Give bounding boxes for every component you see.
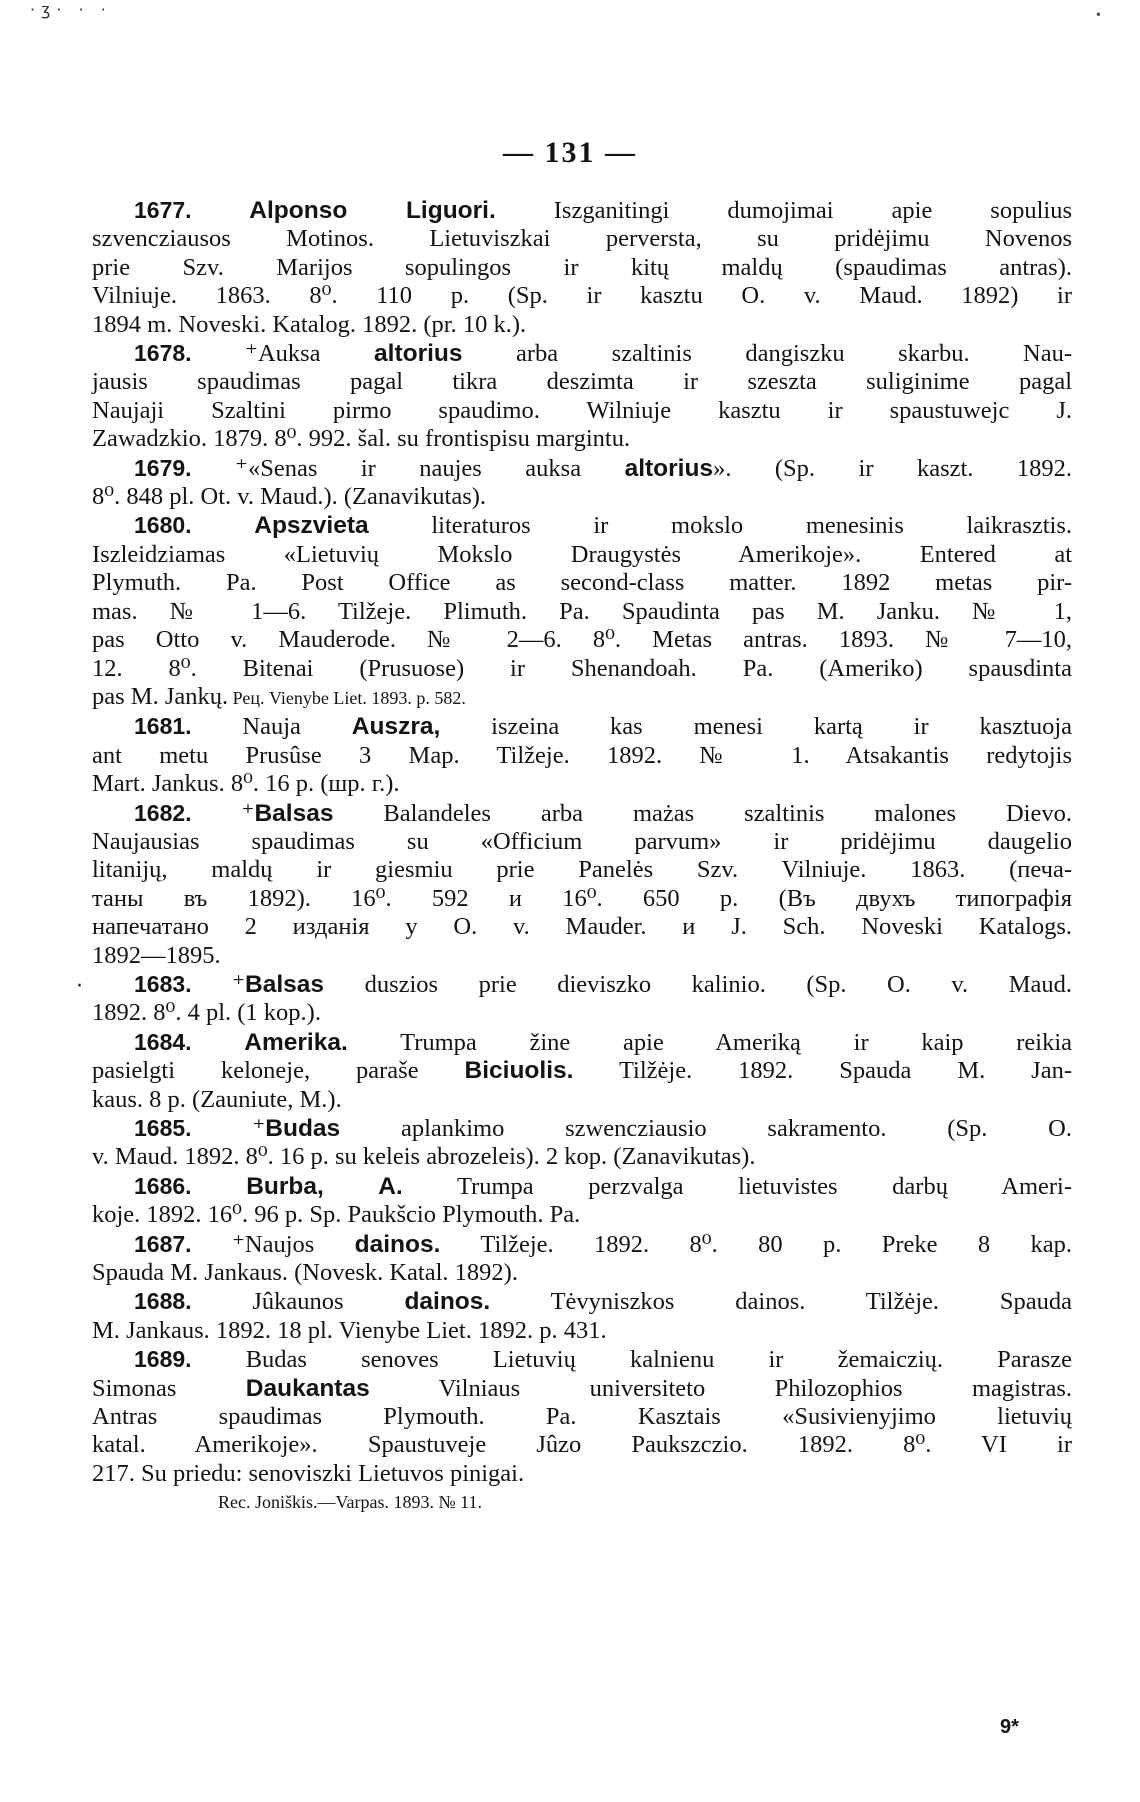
entry-line	[92, 1345, 1072, 1374]
entry-line	[92, 225, 1072, 253]
entry-number: 1682.	[134, 799, 192, 826]
entry-keyword: dainos.	[354, 1230, 441, 1258]
entry-text: ⁺	[191, 1115, 266, 1142]
entry-text: Iszganitingi dumojimai apie sopulius	[495, 197, 1072, 224]
entry-text: Tilžeje. 1892. 8⁰. 80 p. Preke 8 kap.	[440, 1230, 1072, 1258]
entry	[92, 1287, 1072, 1345]
entry-text: v. Maud. 1892. 8⁰. 16 p. su keleis abrozeleis). 2 kop. (Zanavikutas).	[92, 1143, 756, 1171]
entry	[92, 454, 1072, 512]
entry-text: ⁺	[191, 970, 246, 998]
entry-line	[92, 368, 1072, 396]
entry-keyword: Amerika.	[244, 1028, 348, 1056]
entry-text: litanijų, maldų ir giesmiu prie Panelės Szv. Vilniuje. 1863. (печа-	[92, 856, 1072, 884]
entry-keyword: Burba, A.	[246, 1172, 403, 1200]
entry-number: 1688.	[134, 1288, 192, 1315]
entry-line	[92, 742, 1072, 770]
entry-line	[92, 856, 1072, 884]
entry-text: ⁺Naujos	[191, 1230, 355, 1258]
entry	[92, 196, 1072, 339]
entry-keyword: altorius	[374, 340, 463, 368]
entry-keyword: Balsas	[254, 799, 334, 827]
entry-line	[92, 397, 1072, 425]
entry-text: pasielgti keloneje, paraše	[92, 1057, 465, 1085]
entry-keyword: Apszvieta	[254, 512, 369, 540]
entry-number: 1680.	[134, 512, 192, 539]
entry-text: 1894 m. Noveski. Katalog. 1892. (pr. 10 k.).	[92, 310, 527, 338]
entry-line	[92, 1460, 1072, 1488]
entry	[92, 1230, 1072, 1288]
entry-line	[92, 511, 1072, 540]
entry-text: Naujaji Szaltini pirmo spaudimo. Wilniuje kasztu ir spaustuwejc J.	[92, 396, 1072, 424]
entry-keyword: dainos.	[404, 1288, 491, 1316]
entry-text: 8⁰. 848 pl. Ot. v. Maud.). (Zanavikutas).	[92, 483, 487, 511]
entry-text: Naujausias spaudimas su «Officium parvum» ir pridėjimu daugelio	[92, 827, 1072, 855]
entry-text: Balandeles arba mażas szaltinis malones Dievo.	[333, 799, 1072, 827]
entry-text: Budas senoves Lietuvių kalnienu ir žemaiczių. Parasze	[191, 1346, 1072, 1374]
entry-text: Iszleidziamas «Lietuvių Mokslo Draugystės Amerikoje». Entered at	[92, 540, 1072, 568]
entry-line	[92, 1114, 1072, 1143]
entry-line	[92, 885, 1072, 913]
entry-line	[92, 626, 1072, 654]
entry-text: duszios prie dieviszko kalinio. (Sp. O. v. Maud.	[324, 970, 1072, 998]
entry-text: Mart. Jankus. 8⁰. 16 p. (шр. г.).	[92, 770, 400, 798]
entry-line	[92, 454, 1072, 483]
entry-text: pas Otto v. Mauderode. № 2—6. 8⁰. Metas antras. 1893. № 7—10,	[92, 626, 1072, 654]
entry-text: 1892. 8⁰. 4 pl. (1 kop.).	[92, 999, 321, 1027]
entry-line	[92, 970, 1072, 999]
entry-text: aplankimo szwencziausio sakramento. (Sp. O.	[340, 1115, 1073, 1142]
entry-text: katal. Amerikoje». Spaustuveje Jûzo Paukszczio. 1892. 8⁰. VI ir	[92, 1431, 1072, 1459]
entry-line	[92, 1317, 1072, 1345]
entry-line	[92, 598, 1072, 626]
entry-text: Jûkaunos	[191, 1288, 405, 1316]
entry-line	[92, 196, 1072, 225]
entry-text: ant metu Prusûse 3 Map. Tilžeje. 1892. № 1. Atsakantis redytojis	[92, 741, 1072, 769]
page-number: — 131 —	[503, 136, 637, 169]
entry-text: Plymuth. Pa. Post Office as second-class matter. 1892 metas pir-	[92, 569, 1072, 597]
entry-keyword: Daukantas	[245, 1374, 370, 1402]
entry-line	[92, 770, 1072, 798]
entry-line	[92, 1230, 1072, 1259]
entry-text: ». (Sp. ir kaszt. 1892.	[713, 454, 1072, 482]
entry-text: Zawadzkio. 1879. 8⁰. 992. šal. su frontispisu margintu.	[92, 425, 631, 453]
entry-text: mas. № 1—6. Tilžeje. Plimuth. Pa. Spaudinta pas M. Janku. № 1,	[92, 597, 1072, 625]
entry-text: prie Szv. Marijos sopulingos ir kitų maldų (spaudimas antras).	[92, 253, 1072, 281]
entry-line	[92, 1287, 1072, 1316]
entry-number: 1678.	[134, 340, 192, 367]
entry-keyword: Balsas	[245, 970, 325, 998]
entry-line	[92, 1403, 1072, 1431]
entry-keyword: Biciuolis.	[464, 1057, 574, 1085]
entry-text: 12. 8⁰. Bitenai (Prusuose) ir Shenandoah. Pa. (Ameriko) spausdinta	[92, 654, 1072, 682]
entry-line	[92, 254, 1072, 282]
entry-text: Vilniuje. 1863. 8⁰. 110 p. (Sp. ir kasztu O. v. Maud. 1892) ir	[92, 282, 1072, 310]
entry-keyword: Budas	[265, 1115, 341, 1142]
entry-line	[92, 339, 1072, 368]
entry-line	[92, 913, 1072, 941]
entry-line	[92, 569, 1072, 597]
entry-line	[92, 942, 1072, 970]
entry	[92, 1028, 1072, 1114]
entry-text: Trumpa žine apie Ameriką ir kaip reikia	[347, 1028, 1072, 1056]
entry-number: 1685.	[134, 1115, 192, 1141]
entry-text: pas M. Jankų.	[92, 682, 229, 710]
entry-line	[92, 1086, 1072, 1114]
entry-text	[192, 1173, 247, 1200]
entry-text: iszeina kas menesi kartą ir kasztuoja	[440, 713, 1073, 741]
review-note: Рец. Vienybe Liet. 1893. p. 582.	[228, 687, 466, 708]
entry-text: Spauda M. Jankaus. (Novesk. Katal. 1892).	[92, 1259, 518, 1287]
entry	[92, 712, 1072, 798]
printer-signature: 9*	[1000, 1716, 1019, 1738]
entry-line	[92, 1057, 1072, 1085]
entry-line	[92, 828, 1072, 856]
entry-text: arba szaltinis dangiszku skarbu. Nau-	[462, 340, 1072, 368]
entry-text: Tėvyniszkos dainos. Tilžėje. Spauda	[490, 1288, 1072, 1316]
entry-line	[92, 1431, 1072, 1459]
entry	[92, 339, 1072, 454]
entry-line	[92, 712, 1072, 741]
entry-line	[92, 1201, 1072, 1229]
entry-line	[92, 799, 1072, 828]
entry-number: 1681.	[134, 713, 192, 740]
entry-number: 1689.	[134, 1346, 192, 1373]
entry-number: 1683.	[134, 970, 192, 997]
entry-text: koje. 1892. 16⁰. 96 p. Sp. Paukšcio Plymouth. Pa.	[92, 1201, 581, 1229]
entry-text: kaus. 8 p. (Zauniute, M.).	[92, 1085, 342, 1113]
entry-text: jausis spaudimas pagal tikra deszimta ir szeszta suliginime pagal	[92, 368, 1072, 396]
entry-number: 1677.	[134, 197, 192, 223]
entry-text	[192, 1029, 245, 1056]
margin-dot: ·	[76, 974, 83, 999]
entry-number: 1686.	[134, 1172, 192, 1199]
bibliography-entries	[92, 196, 1072, 1517]
entry-text: Nauja	[191, 713, 352, 741]
entry-line	[92, 1143, 1072, 1171]
entry-line	[92, 1259, 1072, 1287]
entry-text: ⁺«Senas ir naujes auksa	[191, 454, 625, 482]
entry	[92, 511, 1072, 712]
entry-text: szvencziausos Motinos. Lietuviszkai perversta, su pridėjimu Novenos	[92, 225, 1072, 253]
entry-text: 217. Su priedu: senoviszki Lietuvos pinigai.	[92, 1459, 525, 1487]
entry-text: Antras spaudimas Plymouth. Pa. Kasztais «Susivienyjimo lietuvių	[92, 1403, 1072, 1431]
entry-number: 1679.	[134, 454, 192, 481]
entry-keyword: altorius	[624, 454, 714, 482]
scan-mark-top-right: •	[1094, 8, 1102, 22]
entry-text: напечатано 2 изданія у О. v. Mauder. и J. Sch. Noveski Katalogs.	[92, 913, 1072, 941]
entry	[92, 1345, 1072, 1516]
entry-number: 1684.	[134, 1028, 192, 1055]
entry-text: ⁺Auksa	[191, 340, 375, 368]
review-note: Rec. Joniškis.—Varpas. 1893. № 11.	[218, 1492, 482, 1513]
entry	[92, 799, 1072, 970]
entry-text: literaturos ir mokslo menesinis laikrasztis.	[368, 512, 1073, 540]
entry-text: Tilžėje. 1892. Spauda M. Jan-	[573, 1057, 1072, 1085]
entry-text: Simonas	[92, 1374, 246, 1402]
entry	[92, 1172, 1072, 1230]
entry-line	[92, 311, 1072, 339]
entry-number: 1687.	[134, 1230, 192, 1257]
entry-line	[92, 282, 1072, 310]
entry-text	[192, 512, 255, 539]
entry	[92, 970, 1072, 1028]
entry-line	[92, 655, 1072, 683]
entry-keyword: Auszra,	[351, 713, 441, 741]
entry-line	[92, 1028, 1072, 1057]
entry	[92, 1114, 1072, 1172]
entry-text: 1892—1895.	[92, 941, 221, 969]
scan-mark-top-left: ·ʒ· · ·	[30, 0, 112, 19]
entry-text: таны въ 1892). 16⁰. 592 и 16⁰. 650 р. (Въ двухъ типографія	[92, 884, 1072, 912]
entry-line	[92, 541, 1072, 569]
entry-line	[92, 683, 1072, 712]
entry-line	[92, 999, 1072, 1027]
entry-keyword: Alponso Liguori.	[191, 197, 496, 224]
entry-text: Vilniaus universiteto Philozophios magistras.	[369, 1374, 1072, 1402]
entry-line	[92, 1375, 1072, 1403]
entry-text: ⁺	[191, 799, 255, 827]
entry-line	[92, 425, 1072, 453]
entry-text: Trumpa perzvalga lietuvistes darbų Ameri-	[402, 1172, 1073, 1200]
entry-line	[92, 483, 1072, 511]
entry-text: M. Jankaus. 1892. 18 pl. Vienybe Liet. 1892. p. 431.	[92, 1316, 607, 1344]
entry-line	[92, 1172, 1072, 1201]
